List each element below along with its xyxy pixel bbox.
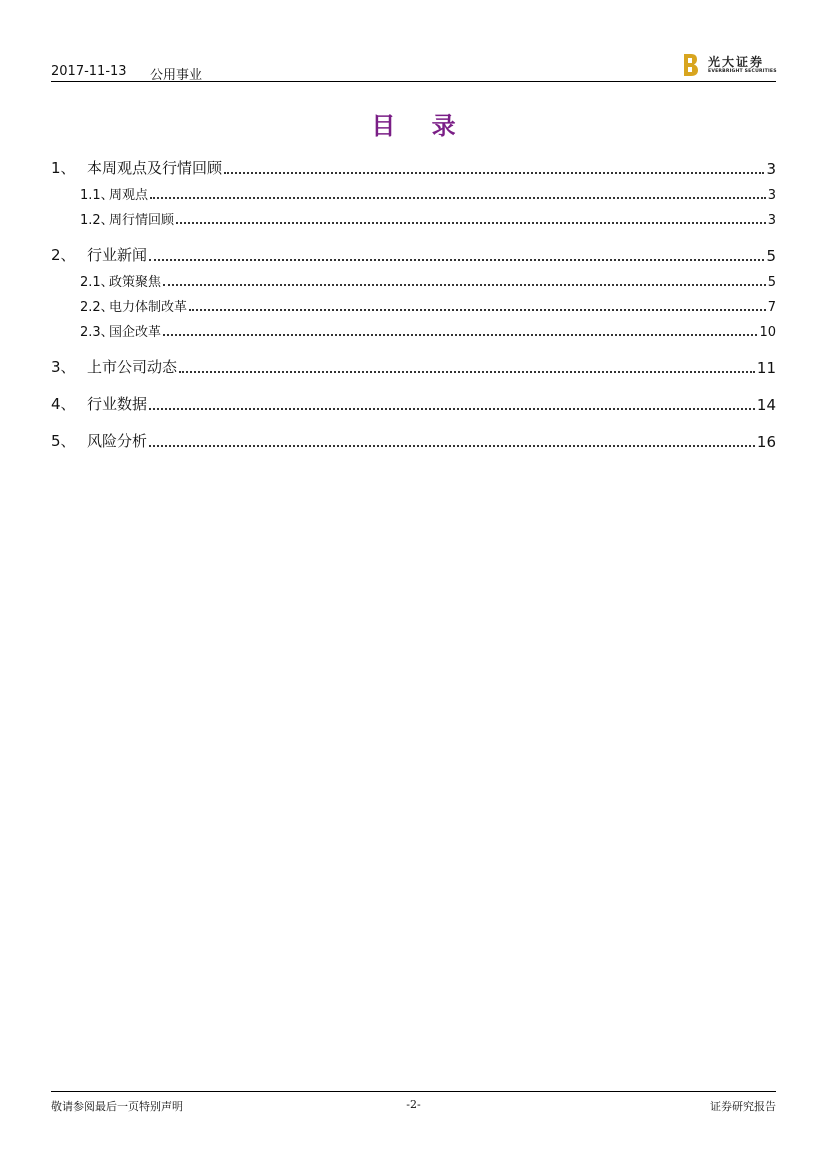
toc-entry-number: 1、 (51, 159, 76, 177)
toc-entry-label: 风险分析 (87, 432, 148, 450)
toc-entry[interactable] (51, 184, 776, 203)
toc-entry-page: 3 (766, 160, 776, 178)
logo-mark-icon (684, 54, 698, 76)
toc-entry-label: 上市公司动态 (87, 358, 178, 376)
toc-entry[interactable] (51, 243, 776, 265)
toc-entry-label: 国企改革 (109, 325, 162, 340)
toc-entry-page: 3 (767, 213, 776, 228)
toc-leader-dots (189, 309, 766, 311)
page-footer (51, 1091, 776, 1113)
toc-leader-dots (149, 259, 764, 261)
toc-leader-dots (179, 371, 755, 373)
toc-entry-label: 周行情回顾 (109, 213, 175, 228)
toc-entry-number: 4、 (51, 395, 76, 413)
toc-entry-number: 2.2、 (80, 300, 114, 315)
report-type: 证券研究报告 (710, 1100, 776, 1113)
toc-title: 目 录 (371, 111, 470, 140)
toc-entry[interactable] (51, 355, 776, 377)
toc-leader-dots (224, 172, 764, 174)
toc-leader-dots (150, 197, 766, 199)
toc-leader-dots (163, 284, 766, 286)
toc-entry-page: 5 (766, 247, 776, 265)
report-date: 2017-11-13 (51, 64, 127, 79)
toc-entry[interactable] (51, 296, 776, 315)
logo-english-text: EVERBRIGHT SECURITIES (708, 69, 777, 74)
toc-entry-label: 本周观点及行情回顾 (87, 159, 223, 177)
toc-leader-dots (149, 408, 755, 410)
toc-entry-label: 政策聚焦 (109, 275, 162, 290)
logo-chinese-text: 光大证券 (708, 55, 765, 69)
toc-entry-page: 7 (767, 300, 776, 315)
toc-entry-number: 2.3、 (80, 325, 114, 340)
toc-entry[interactable] (51, 321, 776, 340)
toc-entry[interactable] (51, 392, 776, 414)
toc-entry-label: 行业新闻 (87, 246, 148, 264)
toc-entry[interactable] (51, 156, 776, 178)
toc-entry-page: 10 (759, 325, 776, 340)
toc-leader-dots (176, 222, 766, 224)
page-header (51, 52, 776, 82)
toc-entry[interactable] (51, 209, 776, 228)
page-number: -2- (406, 1098, 421, 1111)
toc-entry-number: 1.2、 (80, 213, 114, 228)
toc-entry-page: 16 (756, 433, 776, 451)
toc-entry-number: 2、 (51, 246, 76, 264)
toc-entry-page: 14 (756, 396, 776, 414)
toc-leader-dots (149, 445, 755, 447)
industry-label: 公用事业 (150, 68, 203, 83)
toc-entry[interactable] (51, 429, 776, 451)
toc-entry-label: 电力体制改革 (109, 300, 188, 315)
toc-entry-number: 2.1、 (80, 275, 114, 290)
toc-entry-number: 1.1、 (80, 188, 114, 203)
everbright-logo (684, 52, 776, 78)
toc-entry-number: 3、 (51, 358, 76, 376)
toc-leader-dots (163, 334, 757, 336)
toc-entry-label: 周观点 (109, 188, 149, 203)
toc-entry[interactable] (51, 271, 776, 290)
toc-entry-page: 11 (756, 359, 776, 377)
toc-entry-page: 5 (767, 275, 776, 290)
toc-entry-page: 3 (767, 188, 776, 203)
toc-entry-number: 5、 (51, 432, 76, 450)
disclaimer-note: 敬请参阅最后一页特别声明 (51, 1100, 183, 1113)
toc-entry-label: 行业数据 (87, 395, 148, 413)
